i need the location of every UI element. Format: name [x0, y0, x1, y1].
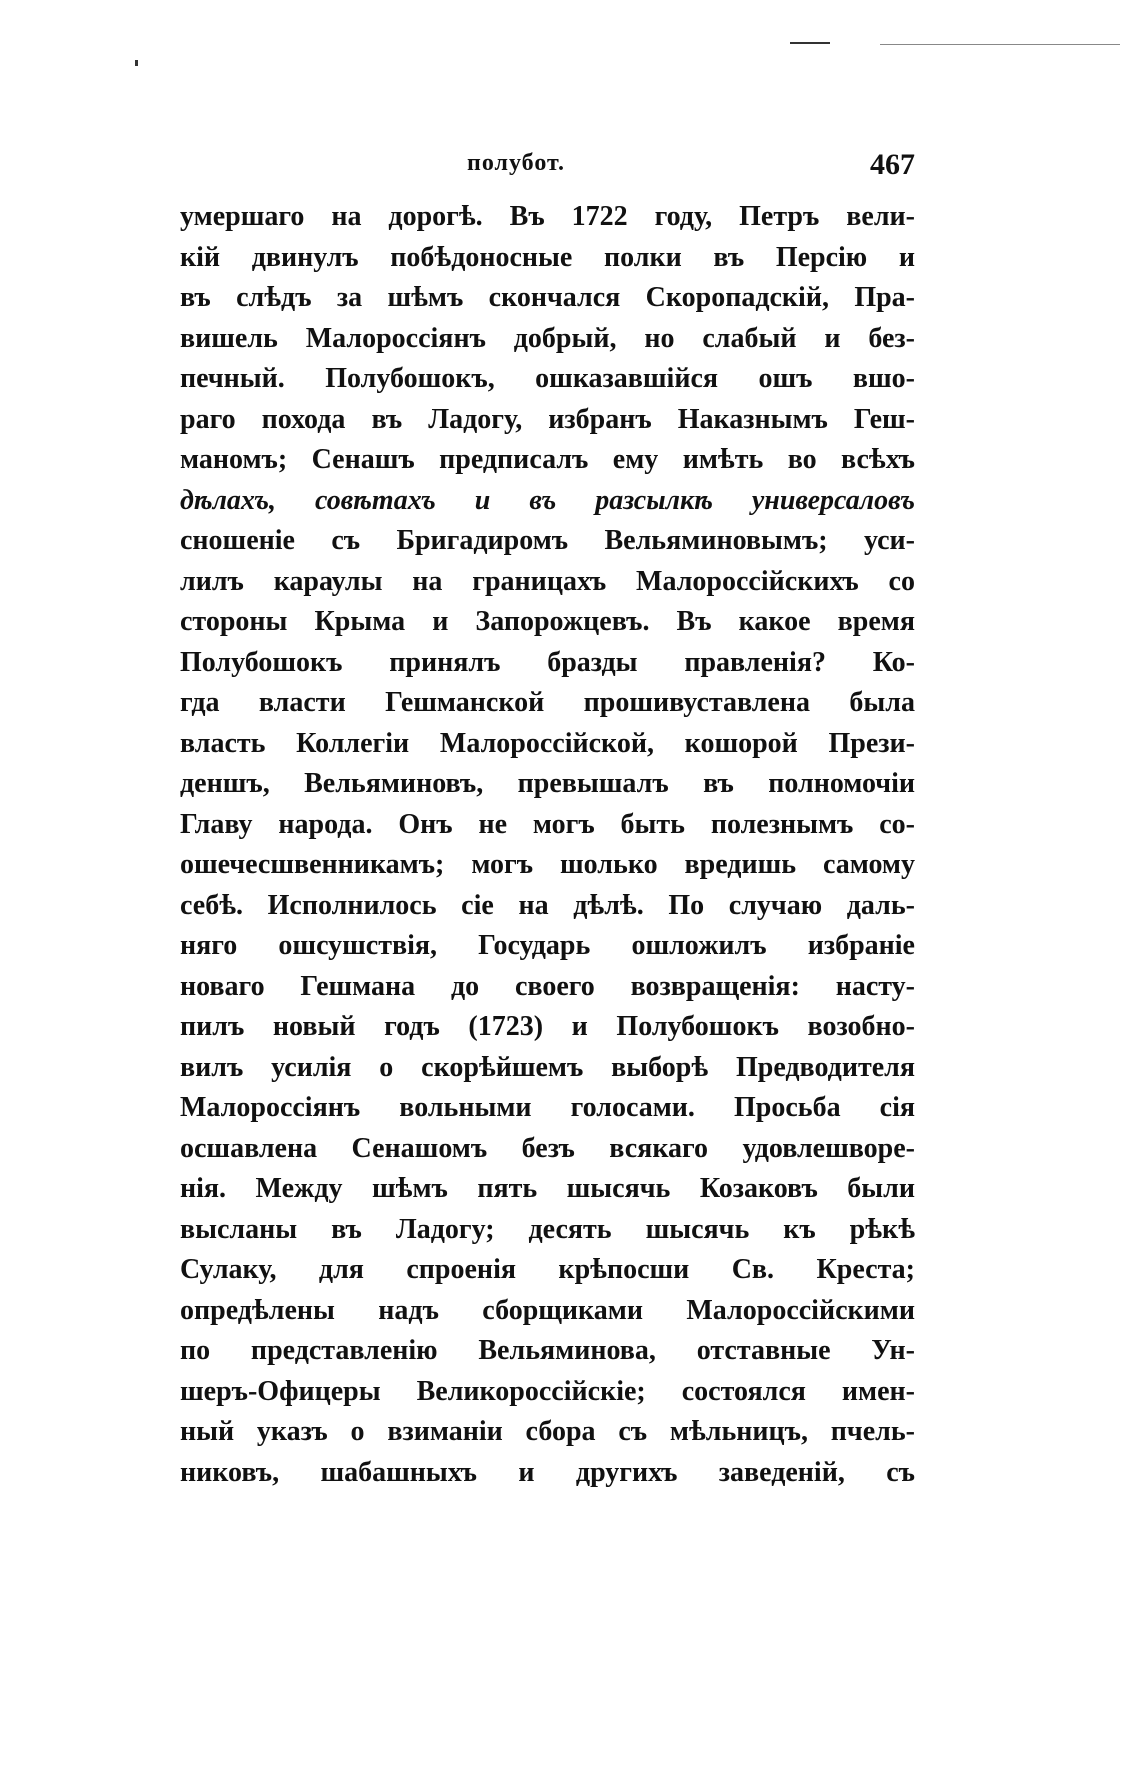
text-line: вилъ усилія о скорѣйшемъ выборѣ Предводителя	[180, 1051, 915, 1083]
text-line: осшавлена Сенашомъ безъ всякаго удовлешворе-	[180, 1132, 915, 1164]
text-line: дѣлахъ, совѣтахъ и въ разсылкѣ универсаловъ	[180, 484, 915, 516]
text-line: новаго Гешмана до своего возвращенія: насту-	[180, 970, 915, 1002]
text-line: въ слѣдъ за шѣмъ скончался Скоропадскій, Пра-	[180, 282, 915, 313]
text-line: нія. Между шѣмъ пять шысячь Козаковъ были	[180, 1173, 915, 1204]
text-line: ошечесшвенникамъ; могъ шолько вредишь самому	[180, 849, 915, 880]
scan-mark-top-rule	[790, 42, 830, 44]
text-line: печный. Полубошокъ, ошказавшійся ошъ вшо-	[180, 363, 915, 394]
text-line: никовъ, шабашныхъ и другихъ заведеній, съ	[180, 1456, 915, 1488]
text-line: по представленію Вельяминова, отставные Ун-	[180, 1335, 915, 1366]
text-line: кій двинулъ побѣдоносные полки въ Персію и	[180, 241, 915, 273]
text-line: пилъ новый годъ (1723) и Полубошокъ возобно-	[180, 1011, 915, 1042]
text-line: себѣ. Исполнилось сіе на дѣлѣ. По случаю даль-	[180, 889, 915, 921]
text-line: сношеніе съ Бригадиромъ Вельяминовымъ; уси-	[180, 525, 915, 556]
text-line: Полубошокъ принялъ бразды правленія? Ко-	[180, 646, 915, 678]
text-line: няго ошсушствія, Государь ошложилъ избраніе	[180, 930, 915, 961]
page-number: 467	[870, 148, 915, 181]
text-line: гда власти Гешманской прошивуставлена была	[180, 687, 915, 718]
text-line: Сулаку, для спроенія крѣпосши Св. Креста;	[180, 1254, 915, 1285]
text-line: маномъ; Сенашъ предписалъ ему имѣть во всѣхъ	[180, 444, 915, 475]
text-line: Малороссіянъ вольными голосами. Просьба сія	[180, 1092, 915, 1123]
text-line: опредѣлены надъ сборщиками Малороссійскими	[180, 1294, 915, 1326]
text-line: деншъ, Вельяминовъ, превышалъ въ полномочіи	[180, 768, 915, 799]
scan-mark-top-left	[135, 60, 138, 66]
scan-mark-top-rule-right	[880, 44, 1120, 45]
running-head: полубот.	[467, 150, 566, 176]
text-line: лилъ караулы на границахъ Малороссійскихъ со	[180, 565, 915, 597]
text-line: умершаго на дорогѣ. Въ 1722 году, Петръ вели-	[180, 201, 915, 232]
page-header	[180, 150, 915, 190]
text-line: вишель Малороссіянъ добрый, но слабый и без-	[180, 322, 915, 354]
text-line: власть Коллегіи Малороссійской, кошорой Прези-	[180, 727, 915, 759]
text-line: раго похода въ Ладогу, избранъ Наказнымъ Геш-	[180, 403, 915, 435]
text-line: шеръ-Офицеры Великороссійскіе; состоялся имен-	[180, 1375, 915, 1407]
text-line: ный указъ о взиманіи сбора съ мѣльницъ, пчель-	[180, 1416, 915, 1447]
text-line: стороны Крыма и Запорожцевъ. Въ какое время	[180, 606, 915, 637]
body-text	[180, 197, 915, 1493]
text-line: Главу народа. Онъ не могъ быть полезнымъ со-	[180, 808, 915, 840]
text-line: высланы въ Ладогу; десять шысячь къ рѣкѣ	[180, 1213, 915, 1245]
